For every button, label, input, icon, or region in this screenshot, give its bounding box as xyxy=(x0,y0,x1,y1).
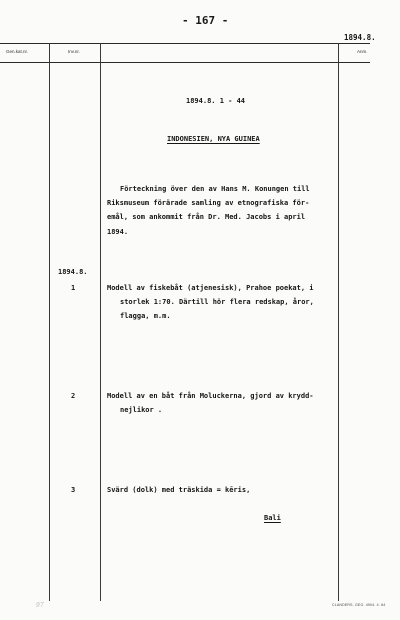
entry-3-place: Bali xyxy=(264,514,281,522)
year-header: 1894.8. xyxy=(344,33,376,42)
page-number: - 167 - xyxy=(182,14,229,27)
column-label-anm: Anm. xyxy=(357,49,368,54)
intro-line-4: 1894. xyxy=(107,228,129,236)
header-rule-top xyxy=(0,43,370,44)
entry-1-line-3: flagga, m.m. xyxy=(120,312,171,320)
entry-2-line-1: Modell av en båt från Moluckerna, gjord av krydd- xyxy=(107,392,314,400)
column-rule-2 xyxy=(100,43,101,601)
intro-line-2: Riksmuseum förärade samling av etnografiska för- xyxy=(107,199,310,207)
year-marker: 1894.8. xyxy=(58,268,88,276)
column-rule-3 xyxy=(338,43,339,601)
intro-line-3: emål, som ankommit från Dr. Med. Jacobs i april xyxy=(107,213,306,221)
intro-line-1: Förteckning över den av Hans M. Konungen till xyxy=(120,185,310,193)
header-rule-bottom xyxy=(0,62,370,63)
section-heading: INDONESIEN, NYA GUINEA xyxy=(167,135,260,143)
entry-1-line-2: storlek 1:70. Därtill hör flera redskap, åror, xyxy=(120,298,314,306)
entry-number-3: 3 xyxy=(71,486,76,494)
entry-1-line-1: Modell av fiskebåt (atjenesisk), Prahoe poekat, i xyxy=(107,284,314,292)
range-line: 1894.8. 1 - 44 xyxy=(186,97,246,105)
column-label-inv: Inv.nr. xyxy=(68,49,80,54)
entry-3-line-1: Svärd (dolk) med träskida = kēris, xyxy=(107,486,251,494)
column-label-gen-kat: Gen.kat.nr. xyxy=(6,49,29,54)
column-rule-1 xyxy=(49,43,50,601)
entry-2-line-2: nejlikor . xyxy=(120,406,163,414)
print-mark: CLANDERS. GEG. 4904. 4. 64 xyxy=(332,603,386,607)
entry-number-2: 2 xyxy=(71,392,76,400)
pencil-mark: 97 xyxy=(36,602,44,609)
entry-number-1: 1 xyxy=(71,284,76,292)
